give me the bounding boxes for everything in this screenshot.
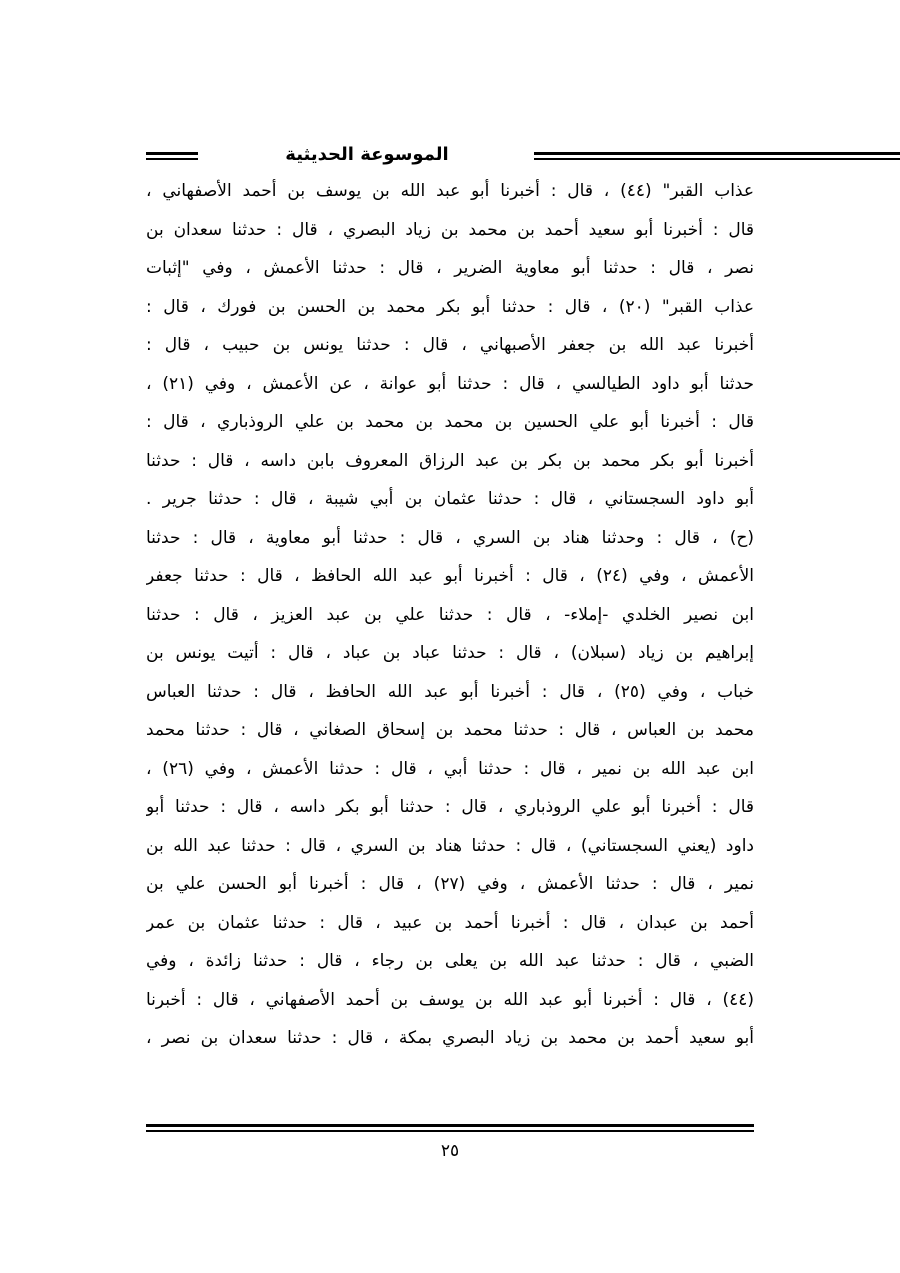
footer-rule-top xyxy=(146,1124,754,1127)
text-line: الضبي ، قال : حدثنا عبد الله بن يعلى بن رجاء ، قال : حدثنا زائدة ، وفي xyxy=(146,951,754,971)
text-line: خباب ، وفي (٢٥) ، قال : أخبرنا أبو عبد الله الحافظ ، قال : حدثنا العباس xyxy=(146,681,754,702)
text-line: (٤٤) ، قال : أخبرنا أبو عبد الله بن يوسف بن أحمد الأصفهاني ، قال : أخبرنا xyxy=(146,989,754,1010)
text-line: الأعمش ، وفي (٢٤) ، قال : أخبرنا أبو عبد الله الحافظ ، قال : حدثنا جعفر xyxy=(146,566,754,586)
text-line: قال : أخبرنا أبو علي الحسين بن محمد بن محمد بن علي الروذباري ، قال : xyxy=(146,412,754,432)
text-line: إبراهيم بن زياد (سبلان) ، قال : حدثنا عباد بن عباد ، قال : أتيت يونس بن xyxy=(146,643,754,663)
header-rule-right xyxy=(534,152,900,160)
text-line: عذاب القبر" (٤٤) ، قال : أخبرنا أبو عبد الله بن يوسف بن أحمد الأصفهاني ، xyxy=(146,181,754,201)
text-line: نصر ، قال : حدثنا أبو معاوية الضرير ، قال : حدثنا الأعمش ، وفي "إثبات xyxy=(146,258,754,278)
text-line: أخبرنا عبد الله بن جعفر الأصبهاني ، قال : حدثنا يونس بن حبيب ، قال : xyxy=(146,335,754,355)
text-line: نمير ، قال : حدثنا الأعمش ، وفي (٢٧) ، قال : أخبرنا أبو الحسن علي بن xyxy=(146,874,754,894)
header-rule-left xyxy=(146,152,198,160)
text-line: (ح) ، قال : وحدثنا هناد بن السري ، قال : حدثنا أبو معاوية ، قال : حدثنا xyxy=(146,527,754,548)
text-line: أحمد بن عبدان ، قال : أخبرنا أحمد بن عبيد ، قال : حدثنا عثمان بن عمر xyxy=(146,912,754,933)
text-line: داود (يعني السجستاني) ، قال : حدثنا هناد بن السري ، قال : حدثنا عبد الله بن xyxy=(146,835,754,856)
text-line: ابن نصير الخلدي -إملاء- ، قال : حدثنا علي بن عبد العزيز ، قال : حدثنا xyxy=(146,604,754,625)
text-line: أخبرنا أبو بكر محمد بن بكر بن عبد الرزاق المعروف بابن داسه ، قال : حدثنا xyxy=(146,450,754,471)
text-line: قال : أخبرنا أبو علي الروذباري ، قال : حدثنا أبو بكر داسه ، قال : حدثنا أبو xyxy=(146,797,754,817)
text-line: محمد بن العباس ، قال : حدثنا محمد بن إسحاق الصغاني ، قال : حدثنا محمد xyxy=(146,720,754,740)
text-line: ابن عبد الله بن نمير ، قال : حدثنا أبي ، قال : حدثنا الأعمش ، وفي (٢٦) ، xyxy=(146,758,754,779)
text-line: أبو داود السجستاني ، قال : حدثنا عثمان بن أبي شيبة ، قال : حدثنا جرير . xyxy=(146,489,754,509)
text-line: عذاب القبر" (٢٠) ، قال : حدثنا أبو بكر محمد بن الحسن بن فورك ، قال : xyxy=(146,296,754,317)
running-header xyxy=(146,140,754,174)
text-line: قال : أخبرنا أبو سعيد أحمد بن محمد بن زياد البصري ، قال : حدثنا سعدان بن xyxy=(146,219,754,240)
text-line: حدثنا أبو داود الطيالسي ، قال : حدثنا أبو عوانة ، عن الأعمش ، وفي (٢١) ، xyxy=(146,373,754,394)
text-line: أبو سعيد أحمد بن محمد بن زياد البصري بمكة ، قال : حدثنا سعدان بن نصر ، xyxy=(146,1028,754,1048)
footer-rule xyxy=(146,1124,754,1132)
header-title: الموسوعة الحديثية xyxy=(285,144,449,165)
page-number: ٢٥ xyxy=(440,1141,460,1161)
footer-rule-bottom xyxy=(146,1130,754,1132)
body-text xyxy=(146,172,754,1058)
